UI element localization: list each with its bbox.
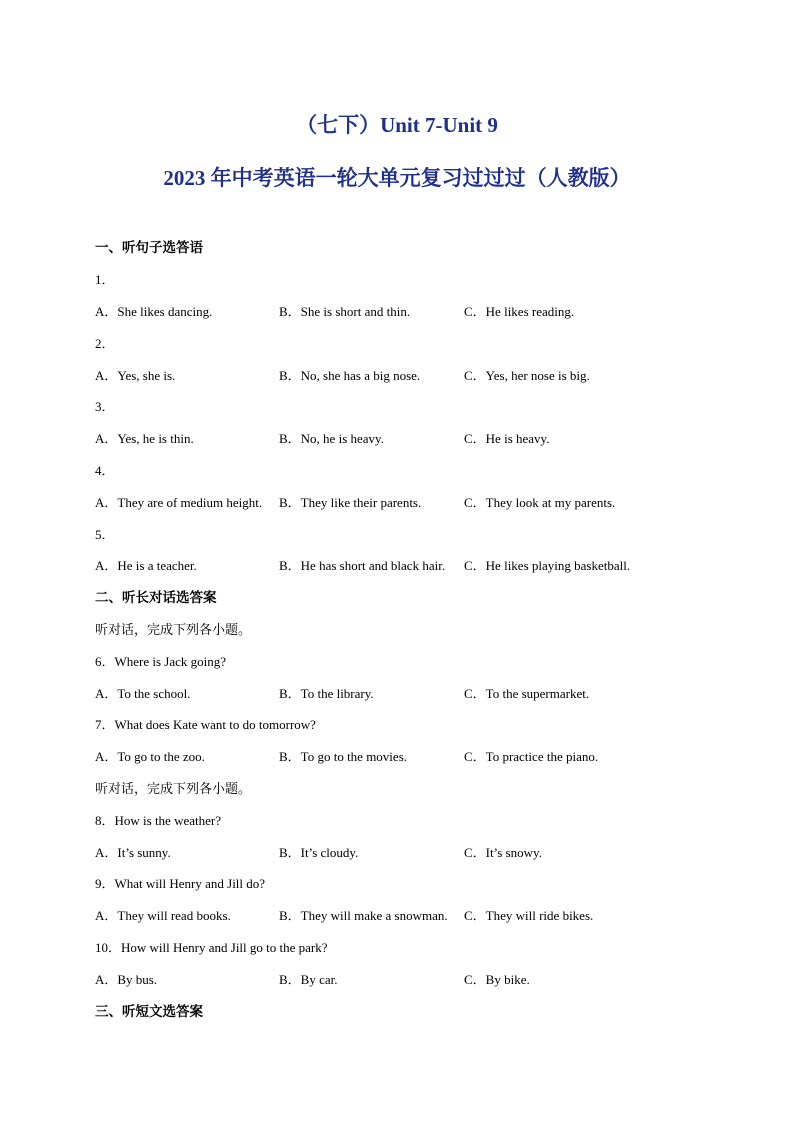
question-stem: 1． bbox=[95, 272, 115, 287]
option-a: A．She likes dancing. bbox=[95, 304, 213, 319]
page-title: （七下）Unit 7-Unit 9 bbox=[296, 113, 498, 137]
option-a: A．They will read books. bbox=[95, 908, 231, 923]
option-a: A．By bus. bbox=[95, 972, 158, 987]
question-stem: 9．What will Henry and Jill do? bbox=[95, 876, 266, 891]
option-c: C．He likes playing basketball. bbox=[464, 558, 631, 573]
option-b: B．They will make a snowman. bbox=[279, 908, 448, 923]
question-stem: 5． bbox=[95, 527, 115, 542]
option-c: C．He is heavy. bbox=[464, 431, 550, 446]
question-stem: 10．How will Henry and Jill go to the park? bbox=[95, 940, 328, 955]
option-b: B．To the library. bbox=[279, 686, 374, 701]
option-a: A．To the school. bbox=[95, 686, 191, 701]
option-a: A．To go to the zoo. bbox=[95, 749, 205, 764]
option-b: B．No, he is heavy. bbox=[279, 431, 384, 446]
option-c: C．It’s snowy. bbox=[464, 845, 542, 860]
option-a: A．Yes, she is. bbox=[95, 368, 176, 383]
question-stem: 3． bbox=[95, 399, 115, 414]
question-stem: 6．Where is Jack going? bbox=[95, 654, 227, 669]
option-c: C．They will ride bikes. bbox=[464, 908, 594, 923]
option-a: A．They are of medium height. bbox=[95, 495, 263, 510]
question-stem: 4． bbox=[95, 463, 115, 478]
option-a: A．It’s sunny. bbox=[95, 845, 171, 860]
option-c: C．To practice the piano. bbox=[464, 749, 599, 764]
instruction-text: 听对话，完成下列各小题。 bbox=[95, 622, 252, 637]
question-stem: 2． bbox=[95, 336, 115, 351]
question-stem: 8．How is the weather? bbox=[95, 813, 221, 828]
option-b: B．By car. bbox=[279, 972, 338, 987]
option-c: C．They look at my parents. bbox=[464, 495, 616, 510]
section-heading-1: 一、听句子选答语 bbox=[95, 240, 203, 255]
option-a: A．He is a teacher. bbox=[95, 558, 197, 573]
question-stem: 7．What does Kate want to do tomorrow? bbox=[95, 717, 316, 732]
option-c: C．He likes reading. bbox=[464, 304, 575, 319]
option-b: B．He has short and black hair. bbox=[279, 558, 446, 573]
instruction-text: 听对话，完成下列各小题。 bbox=[95, 781, 252, 796]
option-b: B．She is short and thin. bbox=[279, 304, 411, 319]
option-b: B．No, she has a big nose. bbox=[279, 368, 421, 383]
option-c: C．By bike. bbox=[464, 972, 530, 987]
option-b: B．They like their parents. bbox=[279, 495, 422, 510]
option-a: A．Yes, he is thin. bbox=[95, 431, 194, 446]
option-b: B．It’s cloudy. bbox=[279, 845, 359, 860]
page-subtitle: 2023 年中考英语一轮大单元复习过过过（人教版） bbox=[163, 166, 631, 190]
option-b: B．To go to the movies. bbox=[279, 749, 408, 764]
section-heading-2: 二、听长对话选答案 bbox=[95, 590, 217, 605]
option-c: C．To the supermarket. bbox=[464, 686, 590, 701]
section-heading-3: 三、听短文选答案 bbox=[95, 1004, 203, 1019]
option-c: C．Yes, her nose is big. bbox=[464, 368, 590, 383]
